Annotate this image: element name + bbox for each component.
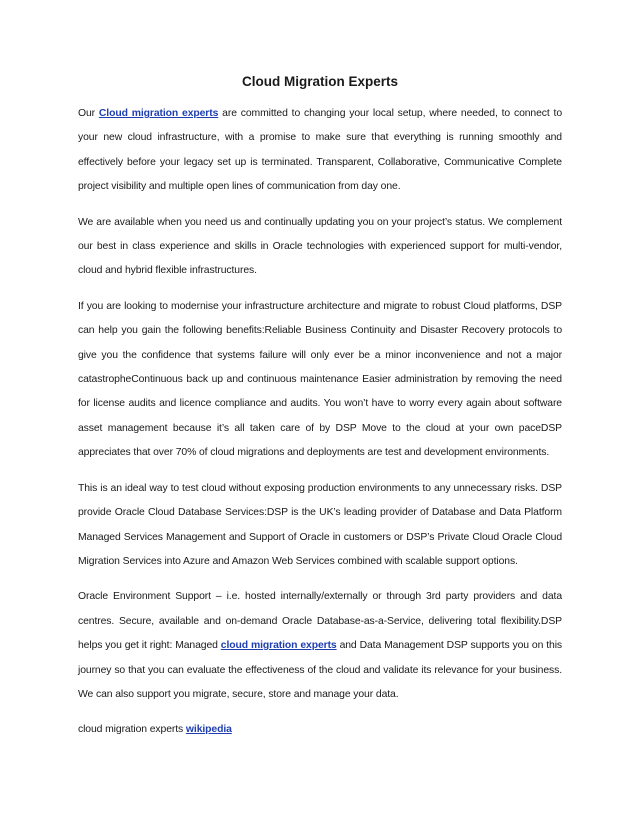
paragraph-intro [78, 102, 562, 200]
paragraph-intro-text-end: are committed to changing your local setup, where needed, to connect to your new cloud infrastructure, with a promise to make sure that everything is running smoothly and effectively before your legacy set up is terminated. Transparent, Collaborative, Communicative Complete project visibility and multiple open lines of communication from day one. [78, 108, 563, 193]
wikipedia-link[interactable]: wikipedia [185, 724, 232, 736]
paragraph-intro-text-start: Our [78, 108, 99, 119]
paragraph-availability: We are available when you need us and continually updating you on your project’s status. We complement our best in class experience and skills in Oracle technologies with experienced support for multi-vendor, cloud and hybrid flexible infrastructures. [78, 216, 562, 277]
paragraph-oracle-support-text-end: and Data Management DSP supports you on this journey so that you can evaluate the effectiveness of the cloud and validate its relevance for your business. We can also support you migrate, secure, store and manage your data. [78, 640, 562, 700]
document-title: Cloud Migration Experts [241, 74, 398, 89]
footer-line [78, 718, 562, 742]
paragraph-test-cloud: This is an ideal way to test cloud without exposing production environments to any unnecessary risks. DSP provide Oracle Cloud Database Services:DSP is the UK’s leading provider of Database and Data Platform Managed Services Management and Support of Oracle in customers or DSP’s Private Cloud Oracle Cloud Migration Services into Azure and Amazon Web Services combined with scalable support options. [78, 482, 562, 567]
paragraph-benefits: If you are looking to modernise your infrastructure architecture and migrate to robust Cloud platforms, DSP can help you gain the following benefits:Reliable Business Continuity and Disaster Recovery protocols to give you the confidence that systems failure will only ever be a minor inconvenience and not a major catastropheContinuous back up and continuous maintenance Easier administration by removing the need for license audits and licence compliance and audits. You won’t have to worry every again about software asset management because it’s all taken care of by DSP Move to the cloud at your own paceDSP appreciates that over 70% of cloud migrations and deployments are test and development environments. [78, 300, 562, 459]
document-page [78, 72, 562, 743]
footer-text: cloud migration experts [78, 724, 186, 736]
managed-cloud-migration-experts-link[interactable]: cloud migration experts [220, 640, 337, 652]
paragraph-oracle-support-text-start: Oracle Environment Support – i.e. hosted internally/externally or through 3rd party providers and data centres. Secure, available and on-demand Oracle Database-as-a-Service, delivering total flexibility.DSP helps you get it right: Managed [78, 591, 562, 652]
paragraph-oracle-support [78, 585, 562, 707]
cloud-migration-experts-link[interactable]: Cloud migration experts [98, 108, 219, 119]
